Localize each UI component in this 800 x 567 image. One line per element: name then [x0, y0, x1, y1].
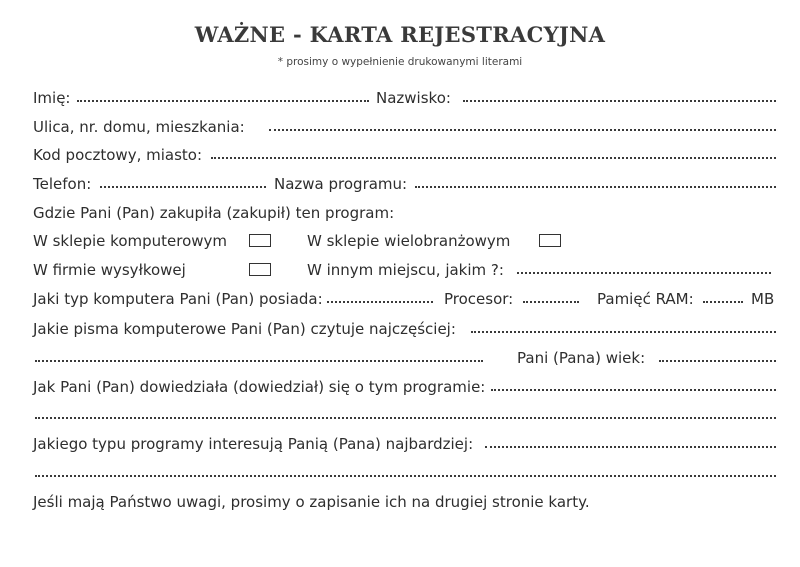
heard-about-field[interactable] [491, 389, 776, 391]
card-subtitle: * prosimy o wypełnienie drukowanymi literami [277, 56, 523, 68]
program-name-label: Nazwa programu: [274, 175, 408, 193]
interests-field-continued[interactable] [35, 475, 776, 477]
last-name-field[interactable] [463, 100, 776, 102]
footer-note: Jeśli mają Państwo uwagi, prosimy o zapisanie ich na drugiej stronie karty. [33, 493, 590, 511]
footer-note-row [33, 492, 778, 512]
option-general-store-checkbox[interactable] [539, 234, 561, 247]
computer-type-label: Jaki typ komputera Pani (Pan) posiada: [33, 290, 323, 308]
magazines-row [33, 319, 778, 339]
card-title: WAŻNE - KARTA REJESTRACYJNA [194, 22, 606, 47]
program-name-field[interactable] [415, 186, 776, 188]
magazines-field[interactable] [471, 331, 776, 333]
last-name-label: Nazwisko: [376, 89, 451, 107]
option-mail-order-checkbox[interactable] [249, 263, 271, 276]
street-label: Ulica, nr. domu, mieszkania: [33, 118, 245, 136]
first-name-label: Imię: [33, 89, 71, 107]
street-row [33, 117, 778, 137]
option-computer-store-checkbox[interactable] [249, 234, 271, 247]
postal-city-row [33, 145, 778, 165]
option-other-place-field[interactable] [517, 272, 771, 274]
purchase-question-label: Gdzie Pani (Pan) zakupiła (zakupił) ten program: [33, 204, 395, 222]
option-computer-store-label: W sklepie komputerowym [33, 232, 228, 250]
heard-about-continued-row [33, 405, 778, 425]
age-label: Pani (Pana) wiek: [517, 349, 646, 367]
ram-label: Pamięć RAM: [597, 290, 694, 308]
processor-field[interactable] [523, 301, 579, 303]
option-general-store-label: W sklepie wielobranżowym [307, 232, 511, 250]
option-other-place-label: W innym miejscu, jakim ?: [307, 261, 504, 279]
purchase-options-row-2 [33, 260, 778, 280]
phone-program-row [33, 174, 778, 194]
name-row [33, 88, 778, 108]
heard-about-field-continued[interactable] [35, 417, 776, 419]
processor-label: Procesor: [444, 290, 514, 308]
heard-about-label: Jak Pani (Pan) dowiedziała (dowiedział) się o tym programie: [33, 378, 486, 396]
magazines-label: Jakie pisma komputerowe Pani (Pan) czytuje najczęściej: [33, 320, 456, 338]
interests-field[interactable] [485, 446, 776, 448]
computer-specs-row [33, 289, 778, 309]
magazines-field-continued[interactable] [35, 360, 483, 362]
heard-about-row [33, 377, 778, 397]
age-field[interactable] [659, 360, 776, 362]
purchase-options-row-1 [33, 231, 778, 251]
phone-label: Telefon: [33, 175, 92, 193]
option-mail-order-label: W firmie wysyłkowej [33, 261, 186, 279]
magazines-age-row [33, 348, 778, 368]
computer-type-field[interactable] [327, 301, 433, 303]
interests-label: Jakiego typu programy interesują Panią (Pana) najbardziej: [33, 435, 474, 453]
phone-field[interactable] [100, 186, 266, 188]
ram-unit: MB [751, 290, 775, 308]
postal-city-label: Kod pocztowy, miasto: [33, 146, 203, 164]
first-name-field[interactable] [77, 100, 369, 102]
street-field[interactable] [269, 129, 776, 131]
interests-row [33, 434, 778, 454]
interests-continued-row [33, 463, 778, 483]
ram-field[interactable] [703, 301, 743, 303]
postal-city-field[interactable] [211, 157, 776, 159]
purchase-question-row [33, 203, 778, 223]
